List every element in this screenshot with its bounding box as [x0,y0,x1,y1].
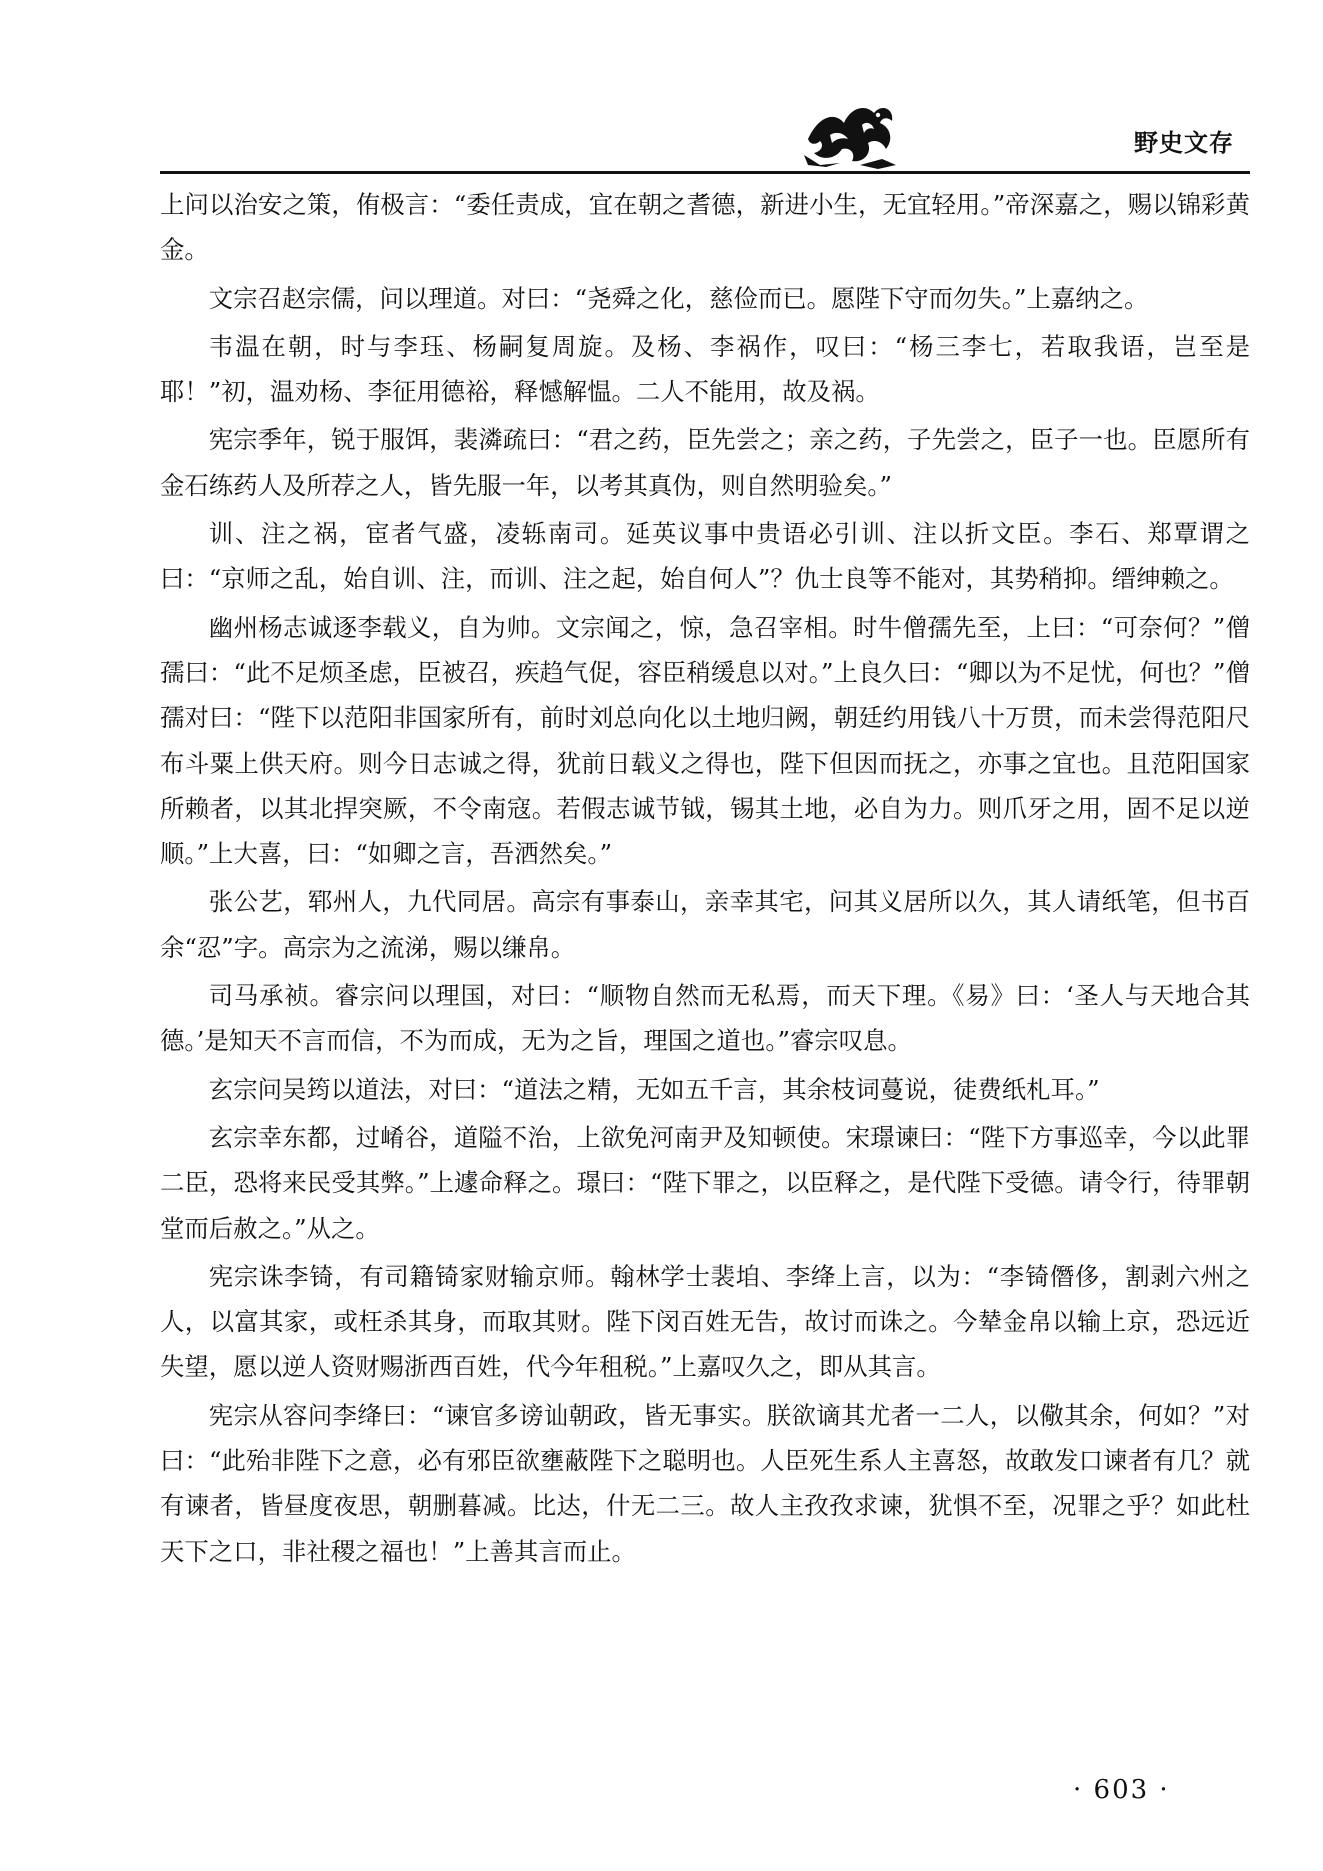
paragraph: 文宗召赵宗儒，问以理道。对曰：“尧舜之化，慈俭而已。愿陛下守而勿失。”上嘉纳之。 [208,283,1149,313]
paragraph: 宪宗诛李锜，有司籍锜家财输京师。翰林学士裴垍、李绛上言，以为：“李锜僭侈，割剥六州之人，以富其家，或枉杀其身，而取其财。陛下闵百姓无告，故讨而诛之。今辇金帛以输上京，恐远近失望，愿以逆人资财赐浙西百姓，代今年租税。”上嘉叹久之，即从其言。 [160,1261,1250,1382]
paragraph: 韦温在朝，时与李珏、杨嗣复周旋。及杨、李祸作，叹曰：“杨三李七，若取我语，岂至是耶！”初，温劝杨、李征用德裕，释憾解愠。二人不能用，故及祸。 [160,331,1250,407]
paragraph: 张公艺，郓州人，九代同居。高宗有事泰山，亲幸其宅，问其义居所以久，其人请纸笔，但书百余“忍”字。高宗为之流涕，赐以缣帛。 [160,887,1250,962]
dragon-emblem-icon [800,95,900,171]
page-number: · 603 · [1073,1775,1170,1805]
article-body [160,182,1250,1577]
paragraph: 宪宗从容问李绛曰：“谏官多谤讪朝政，皆无事实。朕欲谪其尤者一二人，以儆其余，何如？”对曰：“此殆非陛下之意，必有邪臣欲壅蔽陛下之聪明也。人臣死生系人主喜怒，故敢发口谏者有几？就有谏者，皆昼度夜思，朝删暮减。比达，什无二三。故人主孜孜求谏，犹惧不至，况罪之乎？如此杜天下之口，非社稷之福也！”上善其言而止。 [160,1400,1250,1566]
series-title: 野史文存 [1134,129,1234,157]
paragraph: 宪宗季年，锐于服饵，裴潾疏曰：“君之药，臣先尝之；亲之药，子先尝之，臣子一也。臣愿所有金石练药人及所荐之人，皆先服一年，以考其真伪，则自然明验矣。” [160,425,1250,500]
running-header [160,95,1250,173]
paragraph: 玄宗问吴筠以道法，对曰：“道法之精，无如五千言，其余枝词蔓说，徒费纸札耳。” [208,1074,1100,1104]
paragraph: 训、注之祸，宦者气盛，凌轹南司。延英议事中贵语必引训、注以折文臣。李石、郑覃谓之曰：“京师之乱，始自训、注，而训、注之起，始自何人”？仇士良等不能对，其势稍抑。缙绅赖之。 [160,519,1250,594]
header-rule [160,171,1250,174]
paragraph: 上问以治安之策，侑极言：“委任责成，宜在朝之耆德，新进小生，无宜轻用。”帝深嘉之，赐以锦彩黄金。 [160,190,1250,265]
paragraph: 玄宗幸东都，过崤谷，道隘不治，上欲免河南尹及知顿使。宋璟谏曰：“陛下方事巡幸，今以此罪二臣，恐将来民受其弊。”上遽命释之。璟曰：“陛下罪之，以臣释之，是代陛下受德。请令行，待罪朝堂而后赦之。”从之。 [160,1122,1250,1243]
paragraph: 司马承祯。睿宗问以理国，对曰：“顺物自然而无私焉，而天下理。《易》曰：‘圣人与天地合其德。’是知天不言而信，不为而成，无为之旨，理国之道也。”睿宗叹息。 [160,981,1250,1056]
paragraph: 幽州杨志诚逐李载义，自为帅。文宗闻之，惊，急召宰相。时牛僧孺先至，上曰：“可奈何？”僧孺曰：“此不足烦圣虑，臣被召，疾趋气促，容臣稍缓息以对。”上良久曰：“卿以为不足忧，何也？”僧孺对曰：“陛下以范阳非国家所有，前时刘总向化以土地归阙，朝廷约用钱八十万贯，而未尝得范阳尺布斗粟上供天府。则今日志诚之得，犹前日载义之得也，陛下但因而抚之，亦事之宜也。且范阳国家所赖者，以其北捍突厥，不令南寇。若假志诚节钺，锡其土地，必自为力。则爪牙之用，固不足以逆顺。”上大喜，曰：“如卿之言，吾洒然矣。” [160,612,1250,869]
